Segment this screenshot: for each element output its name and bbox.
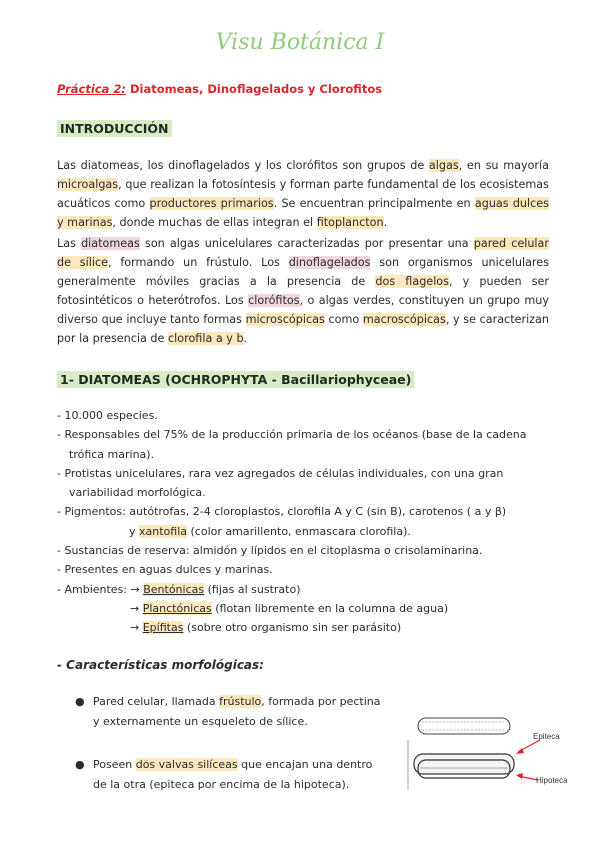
- practice-heading: [57, 82, 382, 96]
- highlighted-term: fitoplancton: [316, 216, 384, 229]
- practice-text: Diatomeas, Dinoflagelados y Clorofitos: [125, 82, 383, 96]
- intro-paragraph-2: [57, 234, 549, 348]
- text-segment: , y pueden ser fotosintéticos o heterótrofos. Los: [57, 275, 550, 307]
- valvas-highlight: dos valvas silíceas: [135, 758, 238, 771]
- intro-paragraph-1: [57, 156, 549, 232]
- b1-post: , formada por pectina y externamente un esqueleto de sílice.: [93, 695, 381, 728]
- bentonicas-term: Bentónicas: [143, 582, 205, 596]
- xantofila-post: (color amarillento, enmascara clorofila).: [187, 524, 411, 538]
- b1-pre: Pared celular, llamada: [93, 695, 220, 708]
- list-item: variabilidad morfológica.: [69, 486, 206, 500]
- intro-heading: INTRODUCCIÓN: [57, 120, 172, 137]
- morphology-heading: - Características morfológicas:: [57, 658, 264, 672]
- highlighted-term: microscópicas: [245, 313, 325, 326]
- frustulo-highlight: frústulo: [219, 695, 262, 708]
- highlighted-term: microalgas: [57, 178, 119, 191]
- b2-pre: Poseen: [93, 758, 136, 771]
- highlighted-term: algas: [428, 159, 459, 172]
- highlighted-term: clorófitos: [248, 294, 300, 307]
- epiteca-label: Epiteca: [533, 732, 560, 741]
- highlighted-term: productores primarios: [149, 197, 274, 210]
- arrow-pre: →: [130, 621, 143, 635]
- highlighted-term: macroscópicas: [362, 313, 446, 326]
- text-segment: , en su mayoría: [458, 159, 549, 172]
- bullet-icon: ●: [75, 695, 85, 708]
- list-item: [57, 580, 557, 599]
- list-item: [57, 522, 557, 541]
- frustule-illustration: [400, 710, 575, 810]
- highlighted-term: dos flagelos: [375, 275, 449, 288]
- text-segment: , donde muchas de ellas integran el: [112, 216, 317, 229]
- bullet-icon: ●: [75, 758, 85, 771]
- diatomeas-heading-sub: (OCHROPHYTA - Bacillariophyceae): [160, 372, 412, 387]
- page-title: Visu Botánica I: [215, 30, 385, 55]
- list-item: - Pigmentos: autótrofas, 2-4 cloroplastos, clorofila A y C (sin B), carotenos ( a y β): [57, 505, 507, 519]
- arrow-pre: →: [130, 601, 143, 615]
- diatomeas-heading: [57, 371, 414, 388]
- text-segment: como: [324, 313, 363, 326]
- text-segment: son organismos unicelulares generalmente móviles gracias a la presencia de: [57, 256, 549, 288]
- ambientes-pre: - Ambientes: →: [57, 582, 144, 596]
- highlighted-term: dinoflagelados: [288, 256, 371, 269]
- list-item: - 10.000 especies.: [57, 409, 158, 422]
- epifitas-term: Epífitas: [142, 621, 184, 635]
- text-segment: son algas unicelulares caracterizadas por presentar una: [139, 237, 474, 250]
- list-item: trófica marina).: [69, 447, 155, 461]
- b2-post: que encajan una dentro de la otra (epiteca por encima de la hipoteca).: [93, 758, 373, 791]
- frustule-diagram: [400, 710, 575, 810]
- planctonicas-term: Planctónicas: [142, 601, 212, 615]
- highlighted-term: clorofila a y b: [167, 332, 244, 345]
- diatomeas-list: [57, 406, 557, 638]
- text-segment: Las diatomeas, los dinoflagelados y los clorófitos son grupos de: [57, 159, 429, 172]
- bullet-item: [75, 692, 385, 732]
- text-segment: Las: [57, 237, 82, 250]
- text-segment: , y se caracterizan por la presencia de: [57, 313, 549, 345]
- highlighted-term: pared celular de sílice: [57, 237, 549, 269]
- highlighted-term: aguas dulces y marinas: [57, 197, 549, 229]
- text-segment: , o algas verdes, constituyen un grupo muy diverso que incluye tanto formas: [57, 294, 549, 326]
- diatomeas-heading-main: 1- DIATOMEAS: [60, 372, 161, 387]
- text-segment: .: [383, 216, 388, 229]
- practice-label: Práctica 2:: [57, 82, 126, 96]
- bentonicas-desc: (fijas al sustrato): [204, 582, 301, 596]
- planctonicas-desc: (flotan libremente en la columna de agua): [211, 601, 449, 615]
- hipoteca-label: Hipoteca: [536, 776, 568, 785]
- text-segment: . Se encuentran principalmente en: [273, 197, 475, 210]
- text-segment: , formando un frústulo. Los: [107, 256, 289, 269]
- epifitas-desc: (sobre otro organismo sin ser parásito): [183, 621, 402, 635]
- list-item: [57, 599, 557, 618]
- list-item: - Protistas unicelulares, rara vez agregados de células individuales, con una gran: [57, 466, 504, 480]
- list-item: - Presentes en aguas dulces y marinas.: [57, 563, 273, 577]
- xantofila-pre: y: [129, 524, 140, 538]
- text-segment: .: [243, 332, 248, 345]
- text-segment: , que realizan la fotosíntesis y forman parte fundamental de los ecosistemas acuáticos como: [57, 178, 549, 210]
- list-item: - Sustancias de reserva: almidón y lípidos en el citoplasma o crisolaminarina.: [57, 544, 483, 558]
- highlighted-term: diatomeas: [81, 237, 140, 250]
- list-item: - Responsables del 75% de la producción primaria de los océanos (base de la cadena: [57, 428, 527, 442]
- bullet-item: [75, 755, 385, 795]
- morphology-bullets: [75, 692, 385, 818]
- xantofila-highlight: xantofila: [139, 524, 188, 538]
- list-item: [57, 618, 557, 637]
